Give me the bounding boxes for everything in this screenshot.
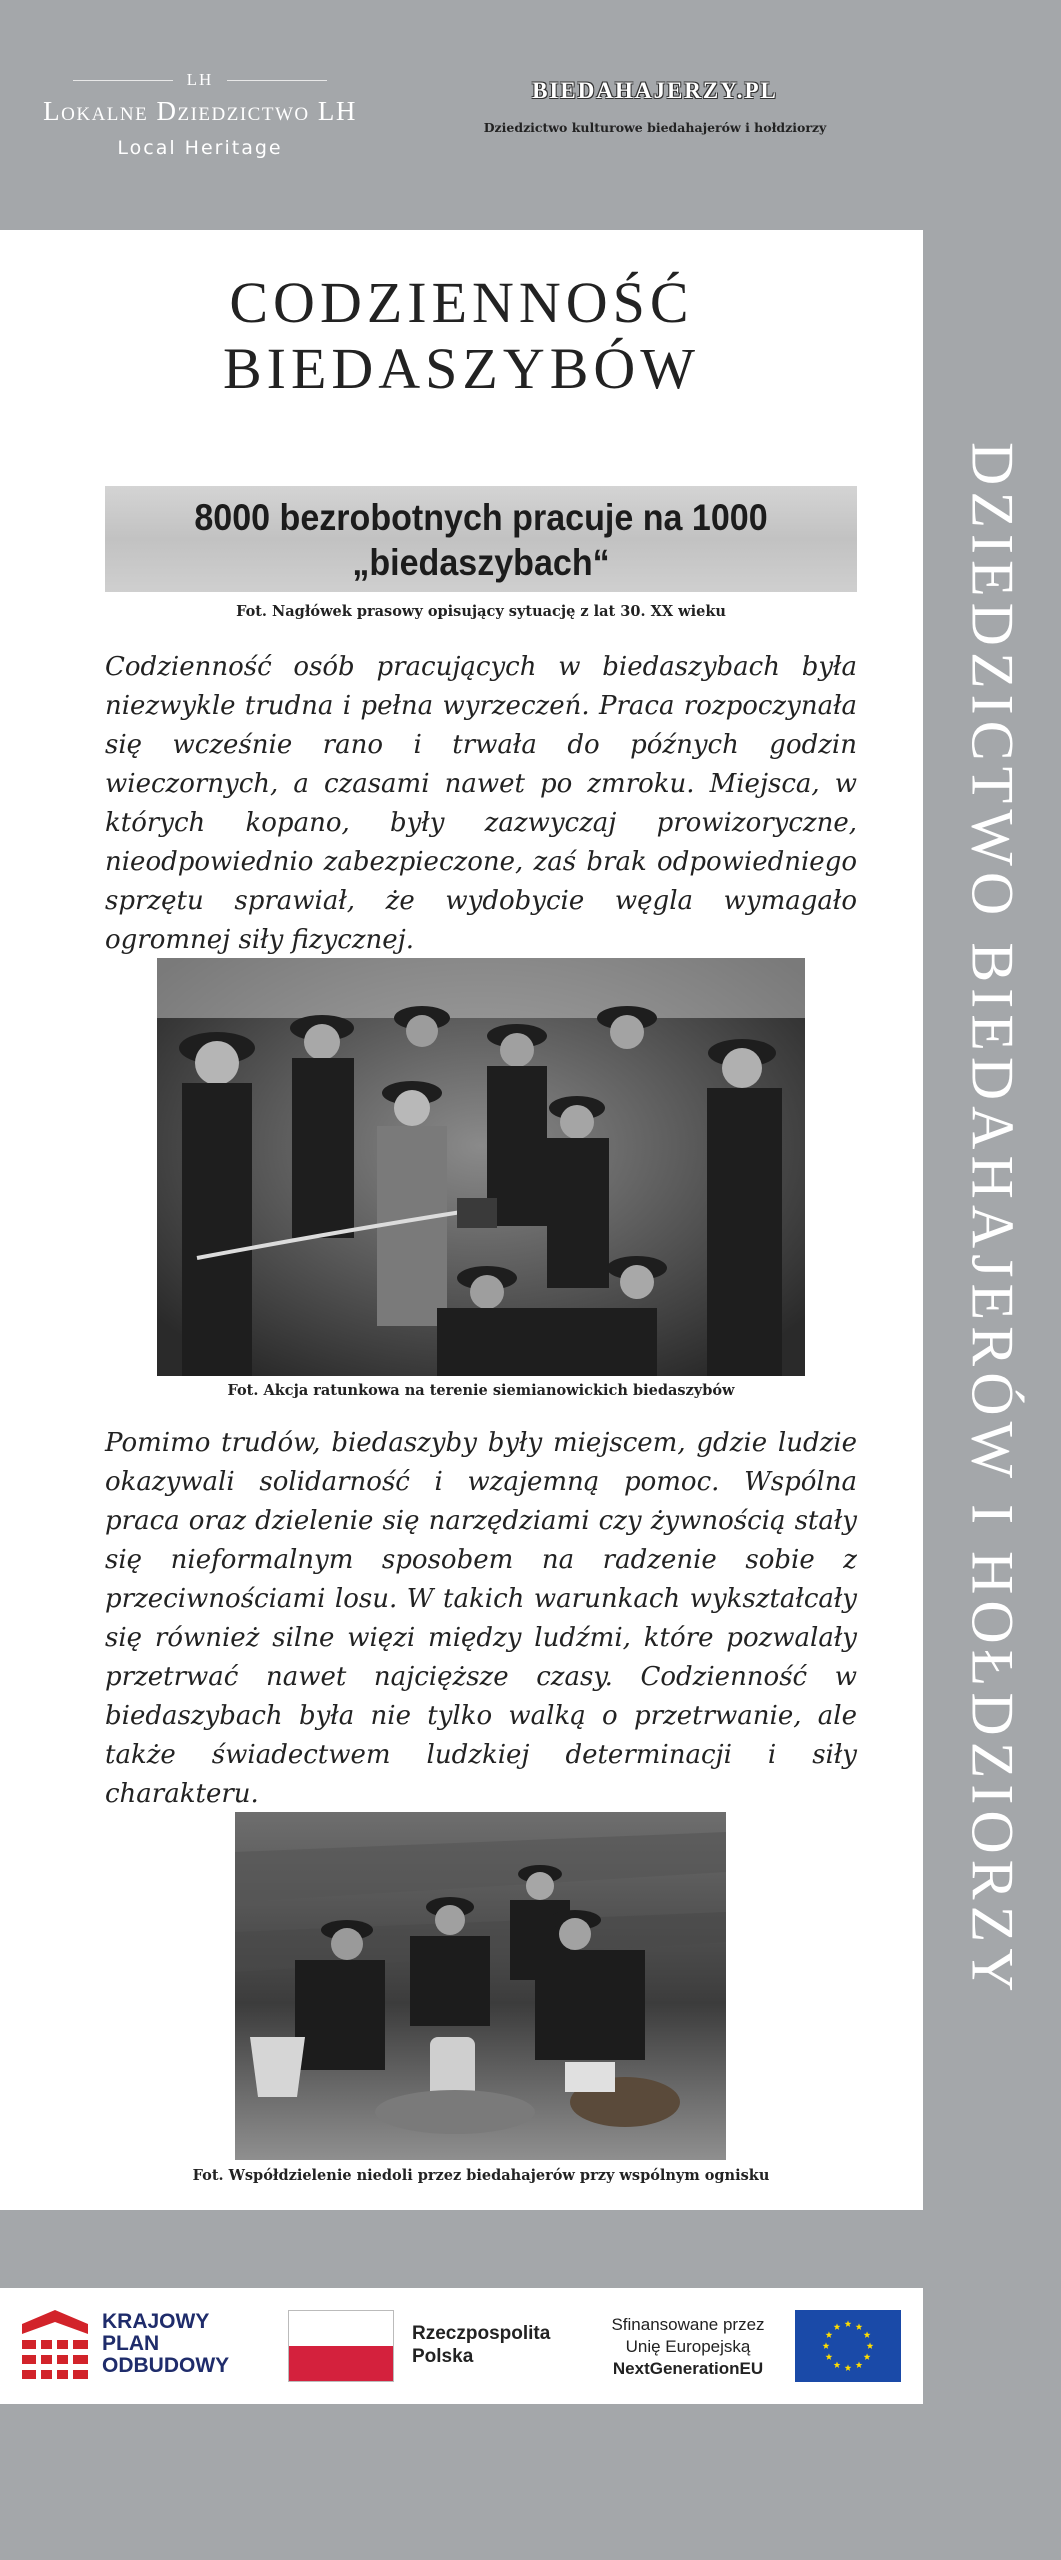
- kpo-line-2: PLAN: [102, 2332, 160, 2355]
- vertical-side-text: DZIEDZICTWO BIEDAHAJERÓW I HOŁDZIORZY: [959, 442, 1026, 1998]
- eu-line-2: Unię Europejską: [625, 2337, 751, 2356]
- vertical-side-banner: [923, 230, 1061, 2210]
- polish-flag-icon: [288, 2310, 394, 2382]
- caption-rescue: Fot. Akcja ratunkowa na terenie siemianowickich biedaszybów: [227, 1382, 735, 1399]
- rp-line-1: Rzeczpospolita: [412, 2323, 551, 2344]
- rp-line-2: Polska: [412, 2346, 474, 2367]
- local-heritage-logo: [40, 70, 360, 159]
- kpo-logo-text: [102, 2311, 229, 2377]
- logo-divider: [227, 80, 327, 81]
- kpo-line-3: ODBUDOWY: [102, 2354, 230, 2377]
- headline-line-2: „biedaszybach“: [352, 542, 610, 583]
- site-tagline: Dziedzictwo kulturowe biedahajerów i hołdziorzy: [483, 120, 827, 135]
- eu-flag-icon: [795, 2310, 901, 2382]
- eu-line-3: NextGenerationEU: [612, 2359, 764, 2378]
- eu-line-1: Sfinansowane przez: [611, 2315, 765, 2334]
- rescue-action-photo: [157, 958, 805, 1376]
- biedahajerzy-logo: [440, 78, 870, 135]
- kpo-line-1: KRAJOWY: [102, 2310, 210, 2333]
- page-title: [0, 270, 923, 402]
- paragraph-2: Pomimo trudów, biedaszyby były miejscem, gdzie ludzie okazywali solidarność i wzajemną pomoc. Wspólna praca oraz dzielenie się narzędziami czy żywnością stały się nieformalnym sposobem na radzenie sobie z przeciwnościami losu. W takich warunkach wykształcały się również silne więzi między ludźmi, które pozwalały przetrwać nawet najcięższe czasy. Codzienność w biedaszybach była nie tylko walką o przetrwanie, ale także świadectwem ludzkiej determinacji i siły charakteru.: [105, 1428, 857, 1809]
- campfire-photo: [235, 1812, 726, 2160]
- site-name: BIEDAHAJERZY.PL: [532, 78, 778, 103]
- rp-logo-text: [412, 2322, 550, 2368]
- press-headline-image: [105, 486, 857, 592]
- headline-line-1: 8000 bezrobotnych pracuje na 1000: [194, 497, 768, 538]
- rescue-photo-illustration: [157, 958, 805, 1376]
- campfire-photo-illustration: [235, 1812, 726, 2160]
- logo-divider: [73, 80, 173, 81]
- title-line-2: BIEDASZYBÓW: [222, 336, 701, 401]
- caption-headline: Fot. Nagłówek prasowy opisujący sytuację z lat 30. XX wieku: [236, 603, 726, 620]
- logo-title: Lokalne Dziedzictwo LH: [43, 96, 357, 126]
- logo-mark-text: LH: [186, 70, 214, 89]
- paragraph-1: Codzienność osób pracujących w biedaszybach była niezwykle trudna i pełna wyrzeczeń. Praca rozpoczynała się wcześnie rano i trwała do późnych godzin wieczornych, a czasami nawet po zmroku. Miejsca, w których kopano, były zazwyczaj prowizoryczne, nieodpowiednio zabezpieczone, zaś brak odpowiedniego sprzętu sprawiał, że wydobycie węgla wymagało ogromnej siły fizycznej.: [105, 652, 857, 955]
- caption-campfire: Fot. Współdzielenie niedoli przez biedahajerów przy wspólnym ognisku: [192, 2167, 770, 2184]
- logo-subtitle: Local Heritage: [117, 137, 283, 159]
- sponsor-footer: [0, 2288, 923, 2404]
- eu-funding-text: [598, 2314, 778, 2380]
- kpo-logo-icon: [22, 2310, 88, 2382]
- title-line-1: CODZIENNOŚĆ: [229, 270, 694, 335]
